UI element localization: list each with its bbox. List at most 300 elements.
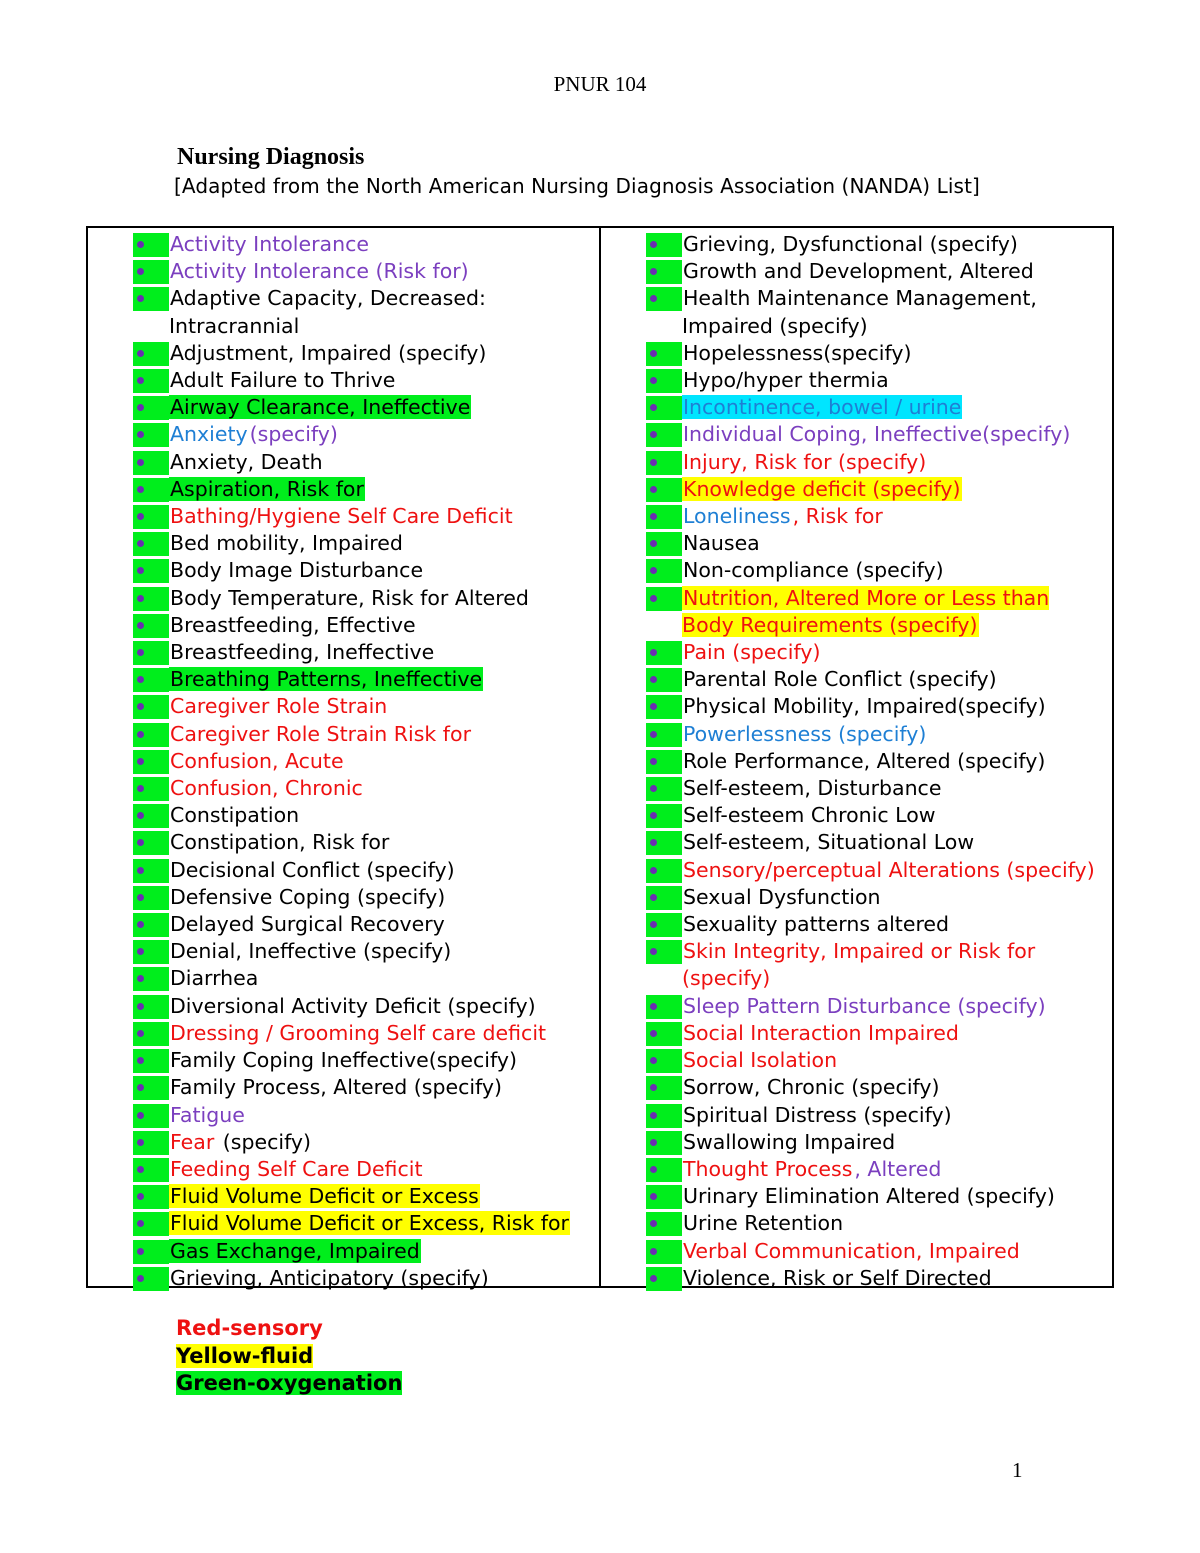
list-item xyxy=(601,911,1112,938)
bullet-icon xyxy=(133,750,169,774)
diagnosis-segment: Adult Failure to Thrive xyxy=(170,368,396,393)
diagnosis-text xyxy=(682,1238,1112,1265)
color-legend xyxy=(176,1315,402,1398)
bullet-icon xyxy=(646,1049,682,1073)
diagnosis-text xyxy=(169,1129,599,1156)
diagnosis-segment: Family Coping Ineffective(specify) xyxy=(170,1048,517,1073)
list-item xyxy=(88,1047,599,1074)
diagnosis-segment: Constipation xyxy=(170,803,300,828)
bullet-icon xyxy=(133,342,169,366)
diagnosis-segment: Adjustment, Impaired (specify) xyxy=(170,340,487,365)
bullet-icon xyxy=(133,777,169,801)
bullet-icon xyxy=(133,478,169,502)
bullet-icon xyxy=(133,1049,169,1073)
diagnosis-segment: Powerlessness (specify) xyxy=(683,721,927,746)
list-item xyxy=(601,1238,1112,1265)
list-item xyxy=(88,612,599,639)
diagnosis-text xyxy=(169,721,599,748)
bullet-icon xyxy=(133,614,169,638)
diagnosis-text xyxy=(682,1047,1112,1074)
bullet-icon xyxy=(133,1104,169,1128)
bullet-icon xyxy=(646,287,682,311)
diagnosis-segment: Sensory/perceptual Alterations (specify) xyxy=(683,857,1095,882)
diagnosis-text xyxy=(169,693,599,720)
bullet-icon xyxy=(133,859,169,883)
list-item xyxy=(601,802,1112,829)
legend-entry: Yellow-fluid xyxy=(176,1343,314,1368)
bullet-icon xyxy=(133,287,169,311)
diagnosis-segment: Aspiration, Risk for xyxy=(170,476,364,501)
bullet-icon xyxy=(133,233,169,257)
bullet-icon xyxy=(133,1240,169,1264)
diagnosis-text xyxy=(682,693,1112,720)
diagnosis-segment: Family Process, Altered (specify) xyxy=(170,1075,503,1100)
list-item xyxy=(88,965,599,992)
diagnosis-text xyxy=(682,884,1112,911)
bullet-icon xyxy=(133,260,169,284)
diagnosis-text xyxy=(169,557,599,584)
diagnosis-text xyxy=(682,585,1112,639)
list-item xyxy=(88,557,599,584)
bullet-icon xyxy=(133,804,169,828)
list-item xyxy=(601,530,1112,557)
diagnosis-segment: Fatigue xyxy=(170,1102,245,1127)
diagnosis-text xyxy=(169,639,599,666)
diagnosis-segment: Anxiety, Death xyxy=(170,449,323,474)
list-item xyxy=(601,829,1112,856)
diagnosis-segment: Denial, Ineffective (specify) xyxy=(170,939,452,964)
list-item xyxy=(88,639,599,666)
diagnosis-text xyxy=(169,1047,599,1074)
diagnosis-segment: Social Interaction Impaired xyxy=(683,1020,959,1045)
list-item xyxy=(88,1102,599,1129)
list-item xyxy=(601,721,1112,748)
list-item xyxy=(88,857,599,884)
diagnosis-segment: Bathing/Hygiene Self Care Deficit xyxy=(170,504,513,529)
list-item xyxy=(88,476,599,503)
list-item xyxy=(88,721,599,748)
bullet-icon xyxy=(646,559,682,583)
diagnosis-segment: Airway Clearance, Ineffective xyxy=(170,395,471,420)
diagnosis-text xyxy=(682,993,1112,1020)
bullet-icon xyxy=(133,369,169,393)
list-item xyxy=(88,530,599,557)
bullet-icon xyxy=(646,859,682,883)
bullet-icon xyxy=(646,396,682,420)
diagnosis-segment: Fluid Volume Deficit or Excess xyxy=(170,1184,479,1209)
diagnosis-segment: Confusion, Acute xyxy=(170,748,344,773)
list-item xyxy=(601,857,1112,884)
list-item xyxy=(601,1183,1112,1210)
bullet-icon xyxy=(646,478,682,502)
bullet-icon xyxy=(133,967,169,991)
diagnosis-text xyxy=(682,1074,1112,1101)
diagnosis-segment: Hypo/hyper thermia xyxy=(683,368,889,393)
diagnosis-segment: Bed mobility, Impaired xyxy=(170,531,403,556)
diagnosis-text xyxy=(682,421,1112,448)
diagnosis-segment: Anxiety xyxy=(170,422,248,447)
diagnosis-text xyxy=(682,1156,1112,1183)
document-subtitle: [Adapted from the North American Nursing Diagnosis Association (NANDA) List] xyxy=(174,174,980,198)
diagnosis-segment: Constipation, Risk for xyxy=(170,830,390,855)
diagnosis-text xyxy=(682,231,1112,258)
diagnosis-segment: Thought Process xyxy=(683,1156,853,1181)
bullet-icon xyxy=(133,695,169,719)
diagnosis-segment: (specify) xyxy=(249,422,338,447)
bullet-icon xyxy=(646,1240,682,1264)
bullet-icon xyxy=(133,1185,169,1209)
list-item xyxy=(88,258,599,285)
diagnosis-segment: (specify) xyxy=(216,1129,312,1154)
diagnosis-text xyxy=(682,911,1112,938)
diagnosis-segment: Knowledge deficit (specify) xyxy=(683,476,961,501)
diagnosis-text xyxy=(682,449,1112,476)
right-column xyxy=(601,228,1112,1290)
diagnosis-segment: Sleep Pattern Disturbance (specify) xyxy=(683,993,1046,1018)
diagnosis-segment: Individual Coping, Ineffective(specify) xyxy=(683,422,1071,447)
bullet-icon xyxy=(133,1022,169,1046)
diagnosis-segment: Parental Role Conflict (specify) xyxy=(683,667,997,692)
diagnosis-segment: Sexuality patterns altered xyxy=(683,912,950,937)
diagnosis-segment: Grieving, Anticipatory (specify) xyxy=(170,1265,489,1290)
diagnosis-text xyxy=(169,585,599,612)
list-item xyxy=(88,1129,599,1156)
diagnosis-segment: Swallowing Impaired xyxy=(683,1129,896,1154)
diagnosis-segment: Nausea xyxy=(683,531,760,556)
bullet-icon xyxy=(646,532,682,556)
diagnosis-text xyxy=(682,938,1112,992)
diagnosis-segment: Body Temperature, Risk for Altered xyxy=(170,585,529,610)
bullet-icon xyxy=(133,451,169,475)
diagnosis-text xyxy=(169,612,599,639)
diagnosis-segment: Nutrition, Altered More or Less than Body Requirements (specify) xyxy=(682,585,1050,637)
diagnosis-segment: Incontinence, bowel / urine xyxy=(683,395,962,420)
diagnosis-segment: Physical Mobility, Impaired(specify) xyxy=(683,694,1046,719)
bullet-icon xyxy=(646,587,682,611)
diagnosis-segment: Self-esteem, Situational Low xyxy=(683,830,975,855)
list-item xyxy=(601,557,1112,584)
bullet-icon xyxy=(646,1104,682,1128)
diagnosis-segment: Non-compliance (specify) xyxy=(683,558,944,583)
bullet-icon xyxy=(646,342,682,366)
bullet-icon xyxy=(133,723,169,747)
diagnosis-text xyxy=(682,530,1112,557)
bullet-icon xyxy=(646,1212,682,1236)
diagnosis-text xyxy=(169,965,599,992)
diagnosis-text xyxy=(169,829,599,856)
diagnosis-text xyxy=(169,449,599,476)
diagnosis-text xyxy=(682,285,1112,339)
diagnosis-text xyxy=(682,476,1112,503)
list-item xyxy=(601,1129,1112,1156)
diagnosis-segment: Hopelessness(specify) xyxy=(683,340,912,365)
list-item xyxy=(601,421,1112,448)
list-item xyxy=(601,1102,1112,1129)
diagnosis-text xyxy=(169,748,599,775)
list-item xyxy=(88,1020,599,1047)
bullet-icon xyxy=(133,1212,169,1236)
diagnosis-text xyxy=(682,1129,1112,1156)
bullet-icon xyxy=(646,1267,682,1291)
diagnosis-segment: Loneliness xyxy=(683,504,791,529)
diagnosis-text xyxy=(169,258,599,285)
diagnosis-segment: Defensive Coping (specify) xyxy=(170,884,446,909)
diagnosis-text xyxy=(169,503,599,530)
diagnosis-text xyxy=(169,1156,599,1183)
diagnosis-text xyxy=(169,1210,599,1237)
list-item xyxy=(88,938,599,965)
list-item xyxy=(601,367,1112,394)
diagnosis-text xyxy=(169,394,599,421)
legend-entry: Red-sensory xyxy=(176,1316,323,1340)
list-item xyxy=(601,340,1112,367)
diagnosis-text xyxy=(169,1102,599,1129)
bullet-icon xyxy=(133,1131,169,1155)
bullet-icon xyxy=(646,668,682,692)
diagnosis-text xyxy=(169,1020,599,1047)
diagnosis-text xyxy=(682,1102,1112,1129)
diagnosis-text xyxy=(169,421,599,448)
list-item xyxy=(601,231,1112,258)
list-item xyxy=(88,421,599,448)
diagnosis-segment: Body Image Disturbance xyxy=(170,558,424,583)
list-item xyxy=(601,285,1112,339)
diagnosis-text xyxy=(169,530,599,557)
diagnosis-segment: Sorrow, Chronic (specify) xyxy=(683,1075,940,1100)
bullet-icon xyxy=(646,423,682,447)
diagnosis-segment: Caregiver Role Strain Risk for xyxy=(170,721,471,746)
page-header: PNUR 104 xyxy=(553,72,647,96)
diagnosis-text xyxy=(169,285,599,339)
bullet-icon xyxy=(133,940,169,964)
list-item xyxy=(601,585,1112,639)
diagnosis-segment: Urinary Elimination Altered (specify) xyxy=(683,1184,1055,1209)
diagnosis-text xyxy=(682,829,1112,856)
diagnosis-segment: Activity Intolerance (Risk for) xyxy=(170,259,469,284)
diagnosis-text xyxy=(682,1265,1112,1292)
diagnosis-segment: Fear xyxy=(170,1129,215,1154)
diagnosis-text xyxy=(169,367,599,394)
diagnosis-segment: , Risk for xyxy=(792,504,883,529)
diagnosis-text xyxy=(682,394,1112,421)
bullet-icon xyxy=(646,641,682,665)
diagnosis-text xyxy=(169,1265,599,1292)
diagnosis-segment: Social Isolation xyxy=(683,1048,838,1073)
diagnosis-segment: Role Performance, Altered (specify) xyxy=(683,748,1046,773)
bullet-icon xyxy=(133,995,169,1019)
bullet-icon xyxy=(133,559,169,583)
list-item xyxy=(88,449,599,476)
bullet-icon xyxy=(133,505,169,529)
list-item xyxy=(88,503,599,530)
diagnosis-text xyxy=(169,938,599,965)
bullet-icon xyxy=(646,940,682,964)
diagnosis-segment: Adaptive Capacity, Decreased: Intracrannial xyxy=(169,286,486,338)
legend-entry: Green-oxygenation xyxy=(176,1371,403,1395)
bullet-icon xyxy=(646,1076,682,1100)
document-title: Nursing Diagnosis xyxy=(177,144,365,170)
diagnosis-segment: Grieving, Dysfunctional (specify) xyxy=(683,232,1018,256)
diagnosis-segment: Sexual Dysfunction xyxy=(683,884,881,909)
list-item xyxy=(88,884,599,911)
list-item xyxy=(88,829,599,856)
diagnosis-segment: Violence, Risk or Self Directed xyxy=(683,1265,992,1290)
list-item xyxy=(88,231,599,258)
diagnosis-text xyxy=(682,857,1112,884)
diagnosis-text xyxy=(682,340,1112,367)
diagnosis-segment: Urine Retention xyxy=(683,1211,844,1236)
diagnosis-text xyxy=(682,748,1112,775)
bullet-icon xyxy=(646,505,682,529)
diagnosis-text xyxy=(682,775,1112,802)
bullet-icon xyxy=(133,831,169,855)
diagnosis-segment: Skin Integrity, Impaired or Risk for (specify) xyxy=(682,939,1036,991)
list-item xyxy=(601,476,1112,503)
bullet-icon xyxy=(646,233,682,257)
bullet-icon xyxy=(646,831,682,855)
diagnosis-table xyxy=(86,226,1114,1288)
list-item xyxy=(88,748,599,775)
bullet-icon xyxy=(646,369,682,393)
list-item xyxy=(601,1210,1112,1237)
bullet-icon xyxy=(133,641,169,665)
bullet-icon xyxy=(646,1158,682,1182)
diagnosis-text xyxy=(169,666,599,693)
bullet-icon xyxy=(646,723,682,747)
diagnosis-text xyxy=(682,367,1112,394)
bullet-icon xyxy=(646,995,682,1019)
diagnosis-text xyxy=(169,884,599,911)
diagnosis-segment: Gas Exchange, Impaired xyxy=(170,1238,420,1263)
page-number: 1 xyxy=(1012,1458,1023,1482)
list-item xyxy=(88,1183,599,1210)
diagnosis-segment: Breathing Patterns, Ineffective xyxy=(170,667,483,692)
diagnosis-segment: , Altered xyxy=(854,1156,942,1181)
diagnosis-text xyxy=(169,231,599,258)
list-item xyxy=(88,285,599,339)
diagnosis-segment: Self-esteem, Disturbance xyxy=(683,776,942,801)
diagnosis-text xyxy=(169,1238,599,1265)
diagnosis-text xyxy=(169,857,599,884)
diagnosis-text xyxy=(682,1183,1112,1210)
bullet-icon xyxy=(133,1076,169,1100)
list-item xyxy=(88,1238,599,1265)
diagnosis-segment: Self-esteem Chronic Low xyxy=(683,803,936,828)
list-item xyxy=(601,1265,1112,1292)
diagnosis-text xyxy=(169,993,599,1020)
diagnosis-segment: Health Maintenance Management, Impaired (specify) xyxy=(682,286,1037,338)
bullet-icon xyxy=(133,396,169,420)
diagnosis-segment: Injury, Risk for (specify) xyxy=(683,449,927,474)
list-item xyxy=(88,1156,599,1183)
list-item xyxy=(601,1020,1112,1047)
diagnosis-segment: Breastfeeding, Effective xyxy=(170,612,416,637)
list-item xyxy=(601,394,1112,421)
list-item xyxy=(88,911,599,938)
bullet-icon xyxy=(646,1131,682,1155)
diagnosis-segment: Diarrhea xyxy=(170,966,259,991)
diagnosis-text xyxy=(169,1183,599,1210)
diagnosis-text xyxy=(682,1020,1112,1047)
list-item xyxy=(88,666,599,693)
diagnosis-segment: Spiritual Distress (specify) xyxy=(683,1102,952,1127)
bullet-icon xyxy=(646,804,682,828)
list-item xyxy=(601,1047,1112,1074)
diagnosis-segment: Verbal Communication, Impaired xyxy=(683,1238,1020,1263)
list-item xyxy=(601,1074,1112,1101)
left-column xyxy=(88,228,601,1290)
diagnosis-text xyxy=(169,911,599,938)
diagnosis-segment: Dressing / Grooming Self care deficit xyxy=(170,1020,547,1045)
bullet-icon xyxy=(646,913,682,937)
diagnosis-text xyxy=(682,258,1112,285)
bullet-icon xyxy=(646,695,682,719)
bullet-icon xyxy=(133,1267,169,1291)
diagnosis-segment: Decisional Conflict (specify) xyxy=(170,857,455,882)
diagnosis-segment: Diversional Activity Deficit (specify) xyxy=(170,993,536,1018)
list-item xyxy=(601,258,1112,285)
diagnosis-segment: Activity Intolerance xyxy=(170,232,369,256)
bullet-icon xyxy=(133,1158,169,1182)
list-item xyxy=(601,666,1112,693)
diagnosis-segment: Pain (specify) xyxy=(683,640,821,665)
list-item xyxy=(88,693,599,720)
diagnosis-text xyxy=(169,1074,599,1101)
list-item xyxy=(601,693,1112,720)
list-item xyxy=(88,340,599,367)
list-item xyxy=(88,802,599,829)
diagnosis-text xyxy=(169,340,599,367)
bullet-icon xyxy=(646,886,682,910)
diagnosis-segment: Fluid Volume Deficit or Excess, Risk for xyxy=(170,1211,569,1236)
list-item xyxy=(88,1210,599,1237)
list-item xyxy=(601,938,1112,992)
bullet-icon xyxy=(646,777,682,801)
diagnosis-text xyxy=(682,1210,1112,1237)
diagnosis-segment: Growth and Development, Altered xyxy=(683,259,1034,284)
list-item xyxy=(88,993,599,1020)
list-item xyxy=(601,1156,1112,1183)
diagnosis-segment: Confusion, Chronic xyxy=(170,776,363,801)
diagnosis-text xyxy=(682,503,1112,530)
diagnosis-text xyxy=(169,775,599,802)
diagnosis-segment: Caregiver Role Strain xyxy=(170,694,388,719)
list-item xyxy=(601,449,1112,476)
diagnosis-text xyxy=(169,476,599,503)
bullet-icon xyxy=(133,668,169,692)
bullet-icon xyxy=(133,423,169,447)
list-item xyxy=(88,1074,599,1101)
diagnosis-text xyxy=(682,802,1112,829)
list-item xyxy=(601,775,1112,802)
diagnosis-text xyxy=(169,802,599,829)
diagnosis-segment: Delayed Surgical Recovery xyxy=(170,912,445,937)
bullet-icon xyxy=(133,886,169,910)
diagnosis-text xyxy=(682,557,1112,584)
bullet-icon xyxy=(646,750,682,774)
list-item xyxy=(88,367,599,394)
list-item xyxy=(88,585,599,612)
bullet-icon xyxy=(646,1022,682,1046)
diagnosis-text xyxy=(682,639,1112,666)
diagnosis-text xyxy=(682,666,1112,693)
diagnosis-segment: Feeding Self Care Deficit xyxy=(170,1156,423,1181)
list-item xyxy=(601,748,1112,775)
list-item xyxy=(601,993,1112,1020)
list-item xyxy=(88,775,599,802)
bullet-icon xyxy=(646,1185,682,1209)
bullet-icon xyxy=(133,913,169,937)
